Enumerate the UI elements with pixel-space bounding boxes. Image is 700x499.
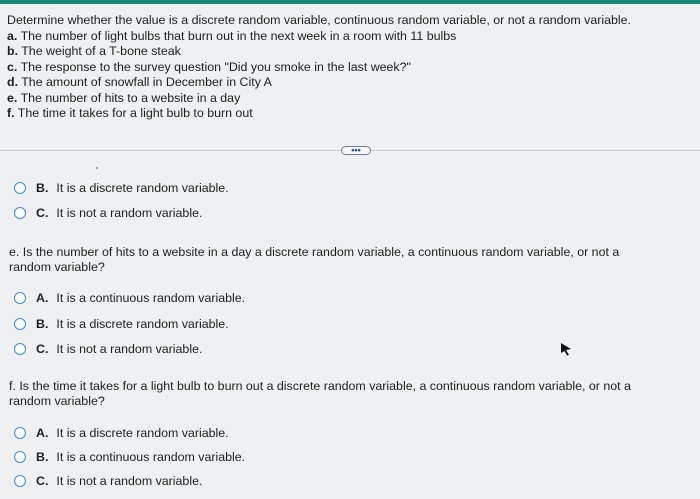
option-letter: B. xyxy=(36,181,49,195)
item-letter: b. xyxy=(7,44,19,58)
radio-button[interactable] xyxy=(14,292,26,304)
question-e-text: e. Is the number of hits to a website in a day a discrete random variable, a continuous random variable, or not a random variable? xyxy=(9,245,620,274)
option-e-a[interactable] xyxy=(14,289,245,307)
item-letter: e. xyxy=(7,90,18,105)
option-letter: C. xyxy=(36,206,49,220)
problem-item xyxy=(7,29,631,45)
item-letter: d. xyxy=(7,75,19,89)
option-b-partial[interactable] xyxy=(14,179,229,197)
option-letter: B. xyxy=(36,450,49,464)
option-letter: C. xyxy=(36,474,49,488)
item-text: The time it takes for a light bulb to burn out xyxy=(17,106,253,120)
item-text: The number of light bulbs that burn out in the next week in a room with 11 bulbs xyxy=(20,28,457,43)
option-text: It is a discrete random variable. xyxy=(56,317,229,331)
problem-item xyxy=(7,44,631,60)
problem-statement xyxy=(7,13,631,122)
radio-button[interactable] xyxy=(14,318,26,330)
item-letter: c. xyxy=(7,59,18,74)
radio-button[interactable] xyxy=(14,343,26,355)
option-e-c[interactable] xyxy=(14,340,202,358)
problem-item xyxy=(7,60,631,76)
problem-item xyxy=(7,75,631,91)
problem-item xyxy=(7,106,631,122)
option-text: It is a continuous random variable. xyxy=(56,450,246,464)
option-text: It is a discrete random variable. xyxy=(56,181,229,195)
option-text: It is a continuous random variable. xyxy=(56,291,246,305)
option-e-b[interactable] xyxy=(14,315,229,333)
item-text: The number of hits to a website in a day xyxy=(20,90,241,105)
item-letter: a. xyxy=(7,28,18,43)
option-letter: B. xyxy=(36,317,49,331)
option-text: It is a discrete random variable. xyxy=(56,426,229,440)
problem-item xyxy=(7,91,631,107)
radio-button[interactable] xyxy=(14,207,26,219)
radio-button[interactable] xyxy=(14,182,26,194)
item-text: The response to the survey question "Did you smoke in the last week?" xyxy=(20,59,411,74)
item-letter: f. xyxy=(7,106,15,120)
expand-ellipsis-button[interactable]: ••• xyxy=(341,146,371,155)
question-f-text: f. Is the time it takes for a light bulb to burn out a discrete random variable, a continuous random variable, or not a random variable? xyxy=(9,379,631,408)
option-text: It is not a random variable. xyxy=(56,474,203,488)
option-text: It is not a random variable. xyxy=(56,206,203,220)
option-f-a[interactable] xyxy=(14,424,229,442)
problem-prompt: Determine whether the value is a discrete random variable, continuous random variable, or not a random variable. xyxy=(7,13,631,27)
option-letter: A. xyxy=(36,291,49,305)
item-text: The weight of a T-bone steak xyxy=(21,44,181,58)
option-c-partial[interactable] xyxy=(14,204,202,222)
mouse-cursor-icon xyxy=(560,342,572,356)
radio-button[interactable] xyxy=(14,451,26,463)
top-accent-bar xyxy=(0,0,700,4)
radio-button[interactable] xyxy=(14,427,26,439)
option-f-c[interactable] xyxy=(14,472,202,490)
option-f-b[interactable] xyxy=(14,448,245,466)
stray-dot xyxy=(96,167,98,169)
radio-button[interactable] xyxy=(14,475,26,487)
option-letter: A. xyxy=(36,426,49,440)
option-text: It is not a random variable. xyxy=(56,342,203,356)
option-letter: C. xyxy=(36,342,49,356)
item-text: The amount of snowfall in December in City A xyxy=(21,75,272,89)
